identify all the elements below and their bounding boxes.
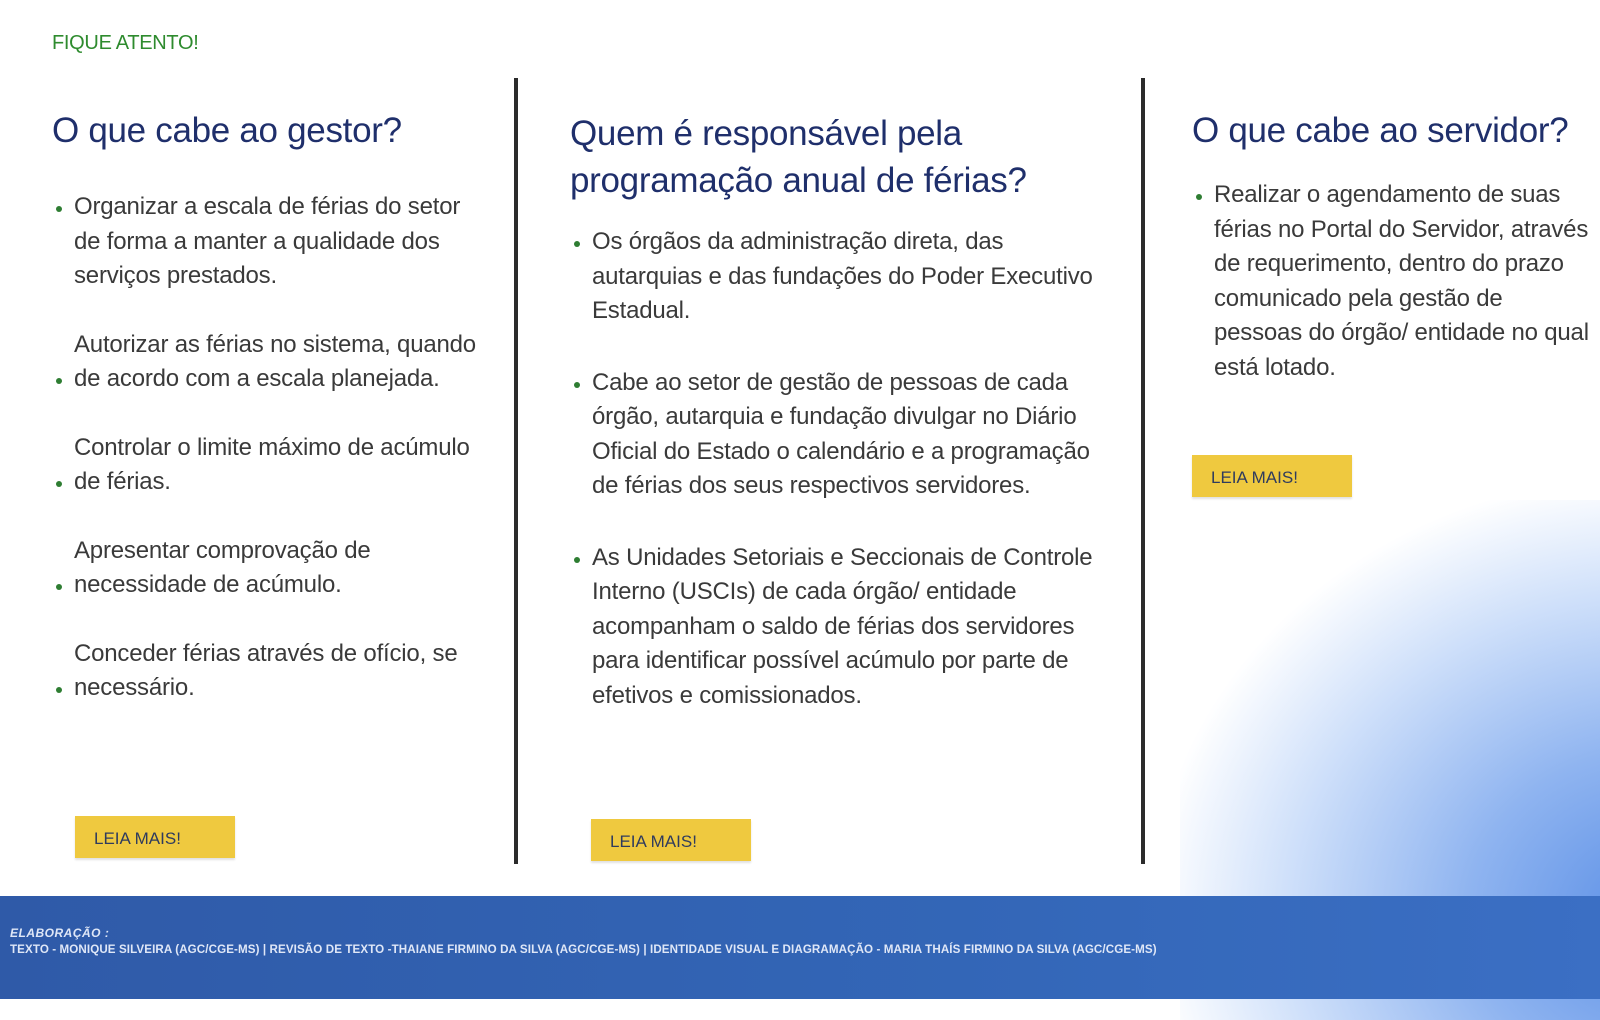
bullet-icon [56, 206, 62, 212]
bullet-icon [1196, 194, 1202, 200]
responsavel-title: Quem é responsável pela programação anual de férias? [570, 114, 1027, 200]
list-item: Controlar o limite máximo de acúmulo de férias. [52, 431, 492, 500]
footer-credits: TEXTO - MONIQUE SILVEIRA (AGC/CGE-MS) | REVISÃO DE TEXTO -THAIANE FIRMINO DA SILVA (AGC/CGE-MS) | IDENTIDADE VISUAL E DIAGRAMAÇÃO - MARIA THAÍS FIRMINO DA SILVA (AGC/CGE-MS) [10, 943, 1157, 956]
eyebrow-label: FIQUE ATENTO! [52, 32, 199, 54]
gestor-read-more-button[interactable]: LEIA MAIS! [75, 816, 235, 858]
bullet-icon [574, 241, 580, 247]
column-divider [1141, 78, 1145, 864]
bullet-icon [56, 378, 62, 384]
column-divider [514, 78, 518, 864]
footer [0, 896, 1600, 999]
list-item: Apresentar comprovação de necessidade de acúmulo. [52, 534, 492, 603]
list-item: Autorizar as férias no sistema, quando de acordo com a escala planejada. [52, 328, 492, 397]
bullet-icon [574, 557, 580, 563]
list-item: Conceder férias através de ofício, se necessário. [52, 637, 492, 706]
servidor-read-more-button[interactable]: LEIA MAIS! [1192, 455, 1352, 497]
list-item: Os órgãos da administração direta, das autarquias e das fundações do Poder Executivo Estadual. [570, 225, 1100, 329]
list-item: As Unidades Setoriais e Seccionais de Controle Interno (USCIs) de cada órgão/ entidade acompanham o saldo de férias dos servidores para identificar possível acúmulo por parte de efetivos e comissionados. [570, 541, 1100, 714]
footer-label: ELABORAÇÃO : [10, 926, 110, 940]
responsavel-list [570, 225, 1100, 750]
gestor-list [52, 190, 492, 740]
bullet-icon [574, 382, 580, 388]
responsavel-read-more-button[interactable]: LEIA MAIS! [591, 819, 751, 861]
list-item: Organizar a escala de férias do setor de forma a manter a qualidade dos serviços prestados. [52, 190, 492, 294]
bullet-icon [56, 584, 62, 590]
servidor-title: O que cabe ao servidor? [1192, 111, 1569, 150]
list-item: Cabe ao setor de gestão de pessoas de cada órgão, autarquia e fundação divulgar no Diário Oficial do Estado o calendário e a programação de férias dos seus respectivos servidores. [570, 366, 1100, 504]
gestor-title: O que cabe ao gestor? [52, 111, 402, 150]
list-item: Realizar o agendamento de suas férias no Portal do Servidor, através de requerimento, dentro do prazo comunicado pela gestão de pessoas do órgão/ entidade no qual está lotado. [1192, 178, 1592, 385]
bullet-icon [56, 481, 62, 487]
bullet-icon [56, 687, 62, 693]
servidor-list [1192, 178, 1592, 385]
